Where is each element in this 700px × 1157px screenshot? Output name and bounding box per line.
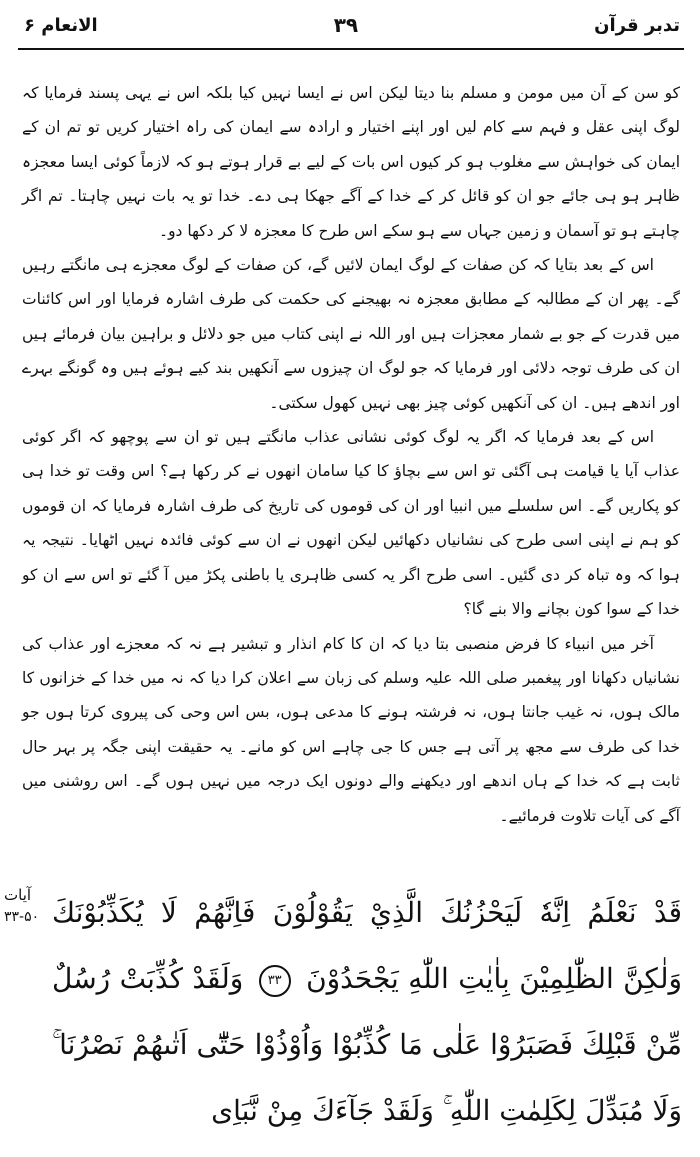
paragraph: اس کے بعد بتایا کہ کن صفات کے لوگ ایمان لائیں گے، کن صفات کے لوگ معجزے ہی مانگتے رہیں گے۔ پھر ان کے مطالبہ کے مطابق معجزہ نہ بھیجنے کی حکمت کی طرف اشارہ فرمایا اور اس کائنات میں قدرت کے جو بے شمار معجزات ہیں اور اللہ نے اپنی کتاب میں جو دلائل و براہین بیان فرمائے ہیں ان کی طرف توجہ دلائی اور فرمایا کہ جو لوگ ان چیزوں سے آنکھیں بند کیے ہوئے ہیں وہ گونگے بہرے اور اندھے ہیں۔ ان کی آنکھیں کوئی چیز بھی نہیں کھول سکتی۔ bbox=[22, 256, 680, 412]
page-header bbox=[24, 6, 680, 44]
surah-name: الانعام ۶ bbox=[24, 14, 98, 36]
verse-range: ۳۳-۵۰ bbox=[4, 909, 40, 925]
paragraph: آخر میں انبیاء کا فرض منصبی بتا دیا کہ ان کا کام انذار و تبشیر ہے نہ کہ معجزے اور عذاب کی نشانیاں دکھانا اور پیغمبر صلی اللہ علیہ وسلم کی زبان سے اعلان کرا دیا کہ نہ میں خدا کے خزانوں کا مالک ہوں، نہ غیب جانتا ہوں، نہ فرشتہ ہونے کا مدعی ہوں، بس اس وحی کی پیروی کرتا ہوں جو خدا کی طرف سے مجھ پر آتی ہے جس کا جی چاہے اس کو مانے۔ یہ حقیقت اپنی جگہ پر بہر حال ثابت ہے کہ خدا کے ہاں اندھے اور دیکھنے والے دونوں ایک درجہ میں نہیں ہوں گے۔ اس روشنی میں آگے کی آیات تلاوت فرمائیے۔ bbox=[22, 634, 680, 825]
commentary-text bbox=[22, 76, 680, 833]
verse-text: قَدْ نَعْلَمُ اِنَّهٗ لَيَحْزُنُكَ الَّذِيْ يَقُوْلُوْنَ فَاِنَّهُمْ لَا يُكَذِّبُوْنَكَ وَلٰكِنَّ الظّٰلِمِيْنَ بِاٰيٰتِ اللّٰهِ يَجْحَدُوْنَ bbox=[52, 896, 683, 995]
quran-verses bbox=[52, 880, 682, 1144]
header-rule bbox=[18, 48, 684, 50]
verse-range-label: آیات bbox=[4, 886, 32, 904]
paragraph: اس کے بعد فرمایا کہ اگر یہ لوگ کوئی نشانی عذاب مانگتے ہیں تو ان سے پوچھو کہ اگر کوئی عذاب آیا یا قیامت ہی آگئی تو اس سے بچاؤ کا کیا سامان انھوں نے کر رکھا ہے؟ اس وقت تو خدا ہی کو پکاریں گے۔ اس سلسلے میں انبیا اور ان کی قوموں کی تاریخ کی طرف اشارہ فرمایا کہ ان قوموں کو ہم نے اپنی اسی طرح کی نشانیاں دکھائیں لیکن انھوں نے ان سے کوئی فائدہ نہیں اٹھایا۔ نتیجہ یہ ہوا کہ وہ تباہ کر دی گئیں۔ اسی طرح اگر یہ کسی ظاہری یا باطنی پکڑ میں آ گئے تو اس سے ان کو خدا کے سوا کون بچانے والا بنے گا؟ bbox=[22, 428, 680, 619]
verse-text: وَلَقَدْ كُذِّبَتْ رُسُلٌ مِّنْ قَبْلِكَ فَصَبَرُوْا عَلٰى مَا كُذِّبُوْا وَاُوْذُوْا حَتّٰٓى اَتٰىهُمْ نَصْرُنَا ۚ وَلَا مُبَدِّلَ لِكَلِمٰتِ اللّٰهِ ۚ وَلَقَدْ جَآءَكَ مِنْ نَّبَاِی bbox=[52, 962, 682, 1127]
verse-end-marker: ۳۳ bbox=[259, 965, 291, 997]
verse-range-note bbox=[4, 884, 48, 928]
paragraph: کو سن کے آن میں مومن و مسلم بنا دیتا لیکن اس نے ایسا نہیں کیا بلکہ اس نے یہی پسند فرمایا کہ لوگ اپنی عقل و فہم سے کام لیں اور اپنے اختیار و ارادہ سے ایمان کی راہ اختیار کریں تو تم ان کے ایمان کی خواہش سے مغلوب ہو کر کیوں اس بات کے لیے بے قرار ہوتے ہو کہ لازماً کوئی ایسا معجزہ ظاہر ہو ہی جائے جو ان کو قائل کر کے خدا کے آگے جھکا ہی دے۔ خدا تو یہ بات نہیں چاہتا۔ تم اگر چاہتے ہو تو آسمان و زمین جہاں سے ہو سکے اس طرح کا معجزہ لا کر دکھا دو۔ bbox=[22, 84, 680, 240]
book-title: تدبر قرآن bbox=[594, 14, 680, 36]
page-number: ۳۹ bbox=[333, 13, 359, 37]
